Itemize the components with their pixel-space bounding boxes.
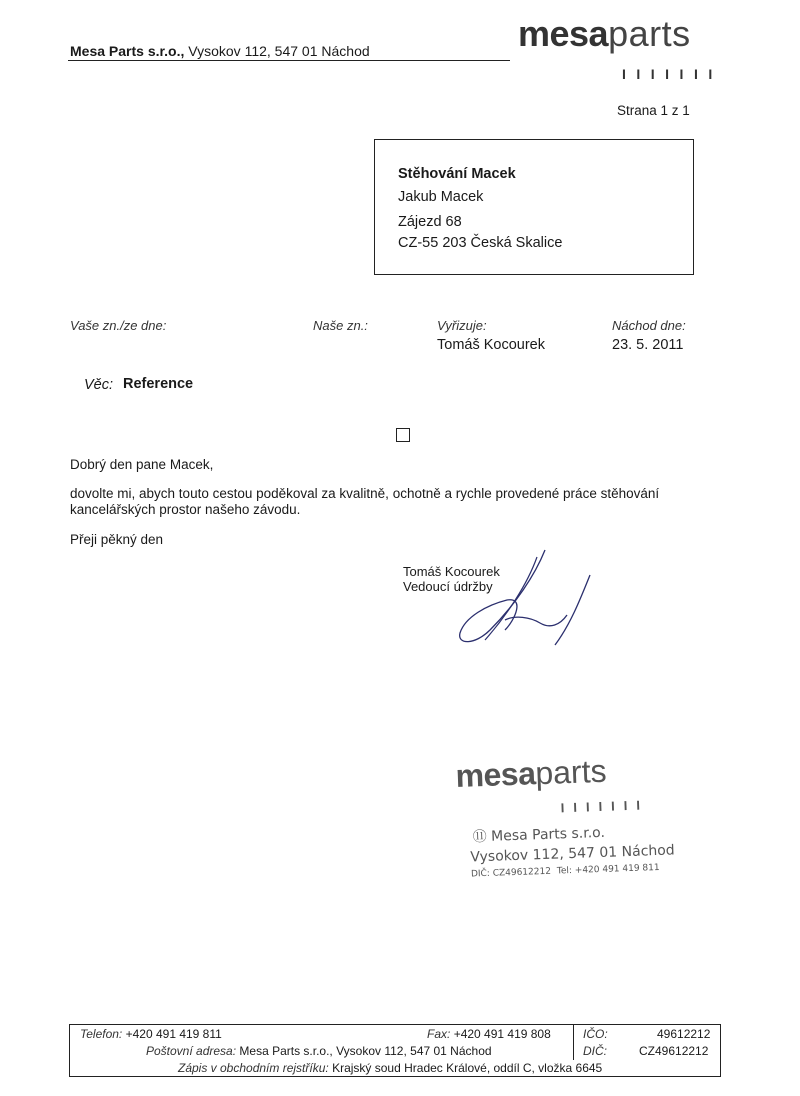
footer-fax-label: Fax:: [427, 1027, 451, 1041]
header-divider: [68, 60, 510, 61]
footer-dic-value: CZ49612212: [639, 1044, 709, 1058]
footer-phone-label: Telefon:: [80, 1027, 123, 1041]
date-label: Náchod dne:: [612, 318, 686, 333]
checkbox[interactable]: [396, 428, 410, 442]
stamp-logo: [454, 752, 608, 794]
logo-word-parts: parts: [608, 13, 691, 54]
footer-phone: [80, 1027, 222, 1041]
footer-registry: [178, 1061, 602, 1075]
body-line-2: kancelářských prostor našeho závodu.: [70, 502, 301, 517]
subject-value: Reference: [123, 376, 194, 392]
recipient-city: CZ-55 203 Česká Skalice: [398, 235, 563, 251]
our-ref-label: Naše zn.:: [313, 318, 368, 333]
logo-word-mesa: mesa: [518, 13, 609, 54]
your-ref-label: Vaše zn./ze dne:: [70, 318, 167, 333]
sender-company: Mesa Parts s.r.o.,: [70, 43, 185, 59]
footer-registry-label: Zápis v obchodním rejstříku:: [178, 1061, 329, 1075]
signatory-title: Vedoucí údržby: [403, 579, 493, 594]
subject-label: Věc:: [84, 377, 114, 393]
footer-dic-label-text: DIČ:: [583, 1044, 607, 1058]
sender-line: [70, 43, 370, 59]
stamp-company: ⑪ Mesa Parts s.r.o.: [472, 824, 606, 846]
stamp-tel: Tel: +420 491 419 811: [556, 862, 660, 877]
stamp-address: Vysokov 112, 547 01 Náchod: [470, 842, 675, 866]
footer-registry-value: Krajský soud Hradec Králové, oddíl C, vložka 6645: [332, 1061, 603, 1075]
handled-by-value: Tomáš Kocourek: [437, 337, 545, 353]
footer-postal-value: Mesa Parts s.r.o., Vysokov 112, 547 01 Náchod: [239, 1044, 492, 1058]
footer-postal: [146, 1044, 492, 1058]
logo-bars: IIIIIII: [622, 66, 723, 82]
footer-fax: [427, 1027, 551, 1041]
footer-ico-label-text: IČO:: [583, 1027, 608, 1041]
footer-ico-label: [583, 1027, 608, 1041]
recipient-street: Zájezd 68: [398, 214, 462, 230]
footer-box: [69, 1024, 721, 1077]
signatory-name: Tomáš Kocourek: [403, 564, 500, 579]
footer-fax-value: +420 491 419 808: [453, 1027, 551, 1041]
date-value: 23. 5. 2011: [612, 337, 684, 353]
recipient-company: Stěhování Macek: [398, 166, 516, 182]
footer-postal-label: Poštovní adresa:: [146, 1044, 237, 1058]
sender-address: Vysokov 112, 547 01 Náchod: [184, 43, 370, 59]
stamp-logo-parts: parts: [534, 752, 608, 792]
company-stamp: [454, 752, 675, 880]
body-line-1: dovolte mi, abych touto cestou poděkoval za kvalitně, ochotně a rychle provedené práce stěhování: [70, 486, 660, 501]
handwritten-signature: [445, 545, 605, 655]
recipient-address-box: [374, 139, 694, 275]
stamp-logo-mesa: mesa: [454, 755, 536, 794]
footer-divider: [573, 1025, 574, 1060]
closing: Přeji pěkný den: [70, 532, 164, 547]
stamp-bars: IIIIIII: [560, 797, 650, 816]
footer-phone-value: +420 491 419 811: [125, 1027, 222, 1041]
page-number: Strana 1 z 1: [617, 103, 690, 118]
stamp-dic: DIČ: CZ49612212: [470, 866, 552, 880]
greeting: Dobrý den pane Macek,: [70, 457, 214, 472]
company-logo: [518, 13, 691, 54]
footer-dic-label: [583, 1044, 607, 1058]
handled-by-label: Vyřizuje:: [437, 318, 487, 333]
recipient-person: Jakub Macek: [398, 189, 484, 205]
footer-ico-value: 49612212: [657, 1027, 711, 1041]
